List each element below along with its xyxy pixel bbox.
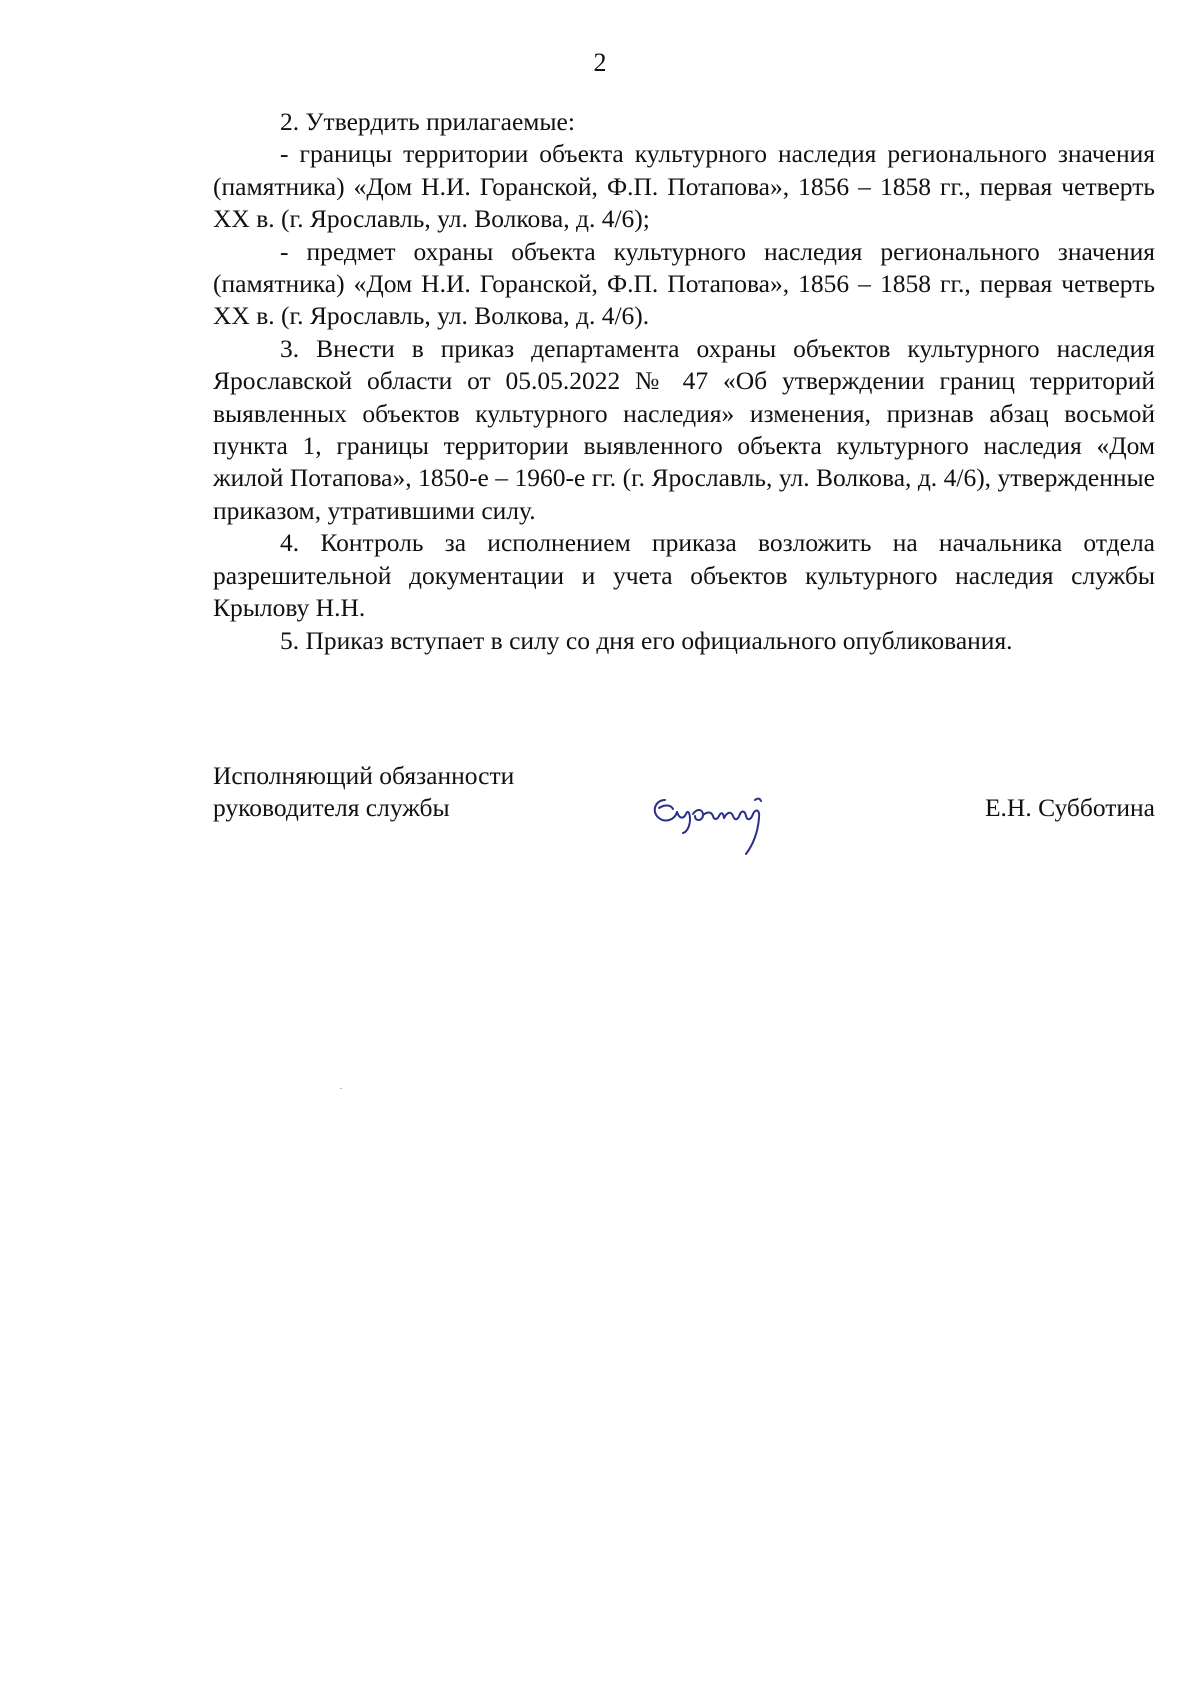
signatory-title bbox=[213, 760, 613, 824]
scan-artifact bbox=[340, 1088, 342, 1089]
paragraph-boundaries: - границы территории объекта культурного наследия регионального значения (памятника) «Дом Н.И. Горанской, Ф.П. Потапова», 1856 – 1858 гг., первая четверть XX в. (г. Ярославль, ул. Волкова, д. 4/6); bbox=[213, 139, 1155, 234]
paragraph-item-4: 4. Контроль за исполнением приказа возложить на начальника отдела разрешительной документации и учета объектов культурного наследия службы Крылову Н.Н. bbox=[213, 528, 1155, 623]
signatory-title-line-1: Исполняющий обязанности bbox=[213, 761, 515, 790]
signature-block bbox=[213, 760, 1155, 870]
paragraph-item-3: 3. Внести в приказ департамента охраны объектов культурного наследия Ярославской области от 05.05.2022 № 47 «Об утверждении границ территорий выявленных объектов культурного наследия» изменения, признав абзац восьмой пункта 1, границы территории выявленного объекта культурного наследия «Дом жилой Потапова», 1850-е – 1960-е гг. (г. Ярославль, ул. Волкова, д. 4/6), утвержденные приказом, утратившими силу. bbox=[213, 333, 1155, 525]
document-body bbox=[213, 106, 1155, 657]
signatory-name: Е.Н. Субботина bbox=[984, 793, 1155, 822]
paragraph-item-5: 5. Приказ вступает в силу со дня его официального опубликования. bbox=[280, 625, 1013, 655]
page-number: 2 bbox=[593, 48, 607, 77]
paragraph-item-2: 2. Утвердить прилагаемые: bbox=[280, 107, 575, 136]
handwritten-signature bbox=[643, 778, 793, 868]
signatory-title-line-2: руководителя службы bbox=[213, 793, 450, 822]
paragraph-protection-subject: - предмет охраны объекта культурного наследия регионального значения (памятника) «Дом Н.И. Горанской, Ф.П. Потапова», 1856 – 1858 гг., первая четверть XX в. (г. Ярославль, ул. Волкова, д. 4/6). bbox=[213, 236, 1155, 331]
